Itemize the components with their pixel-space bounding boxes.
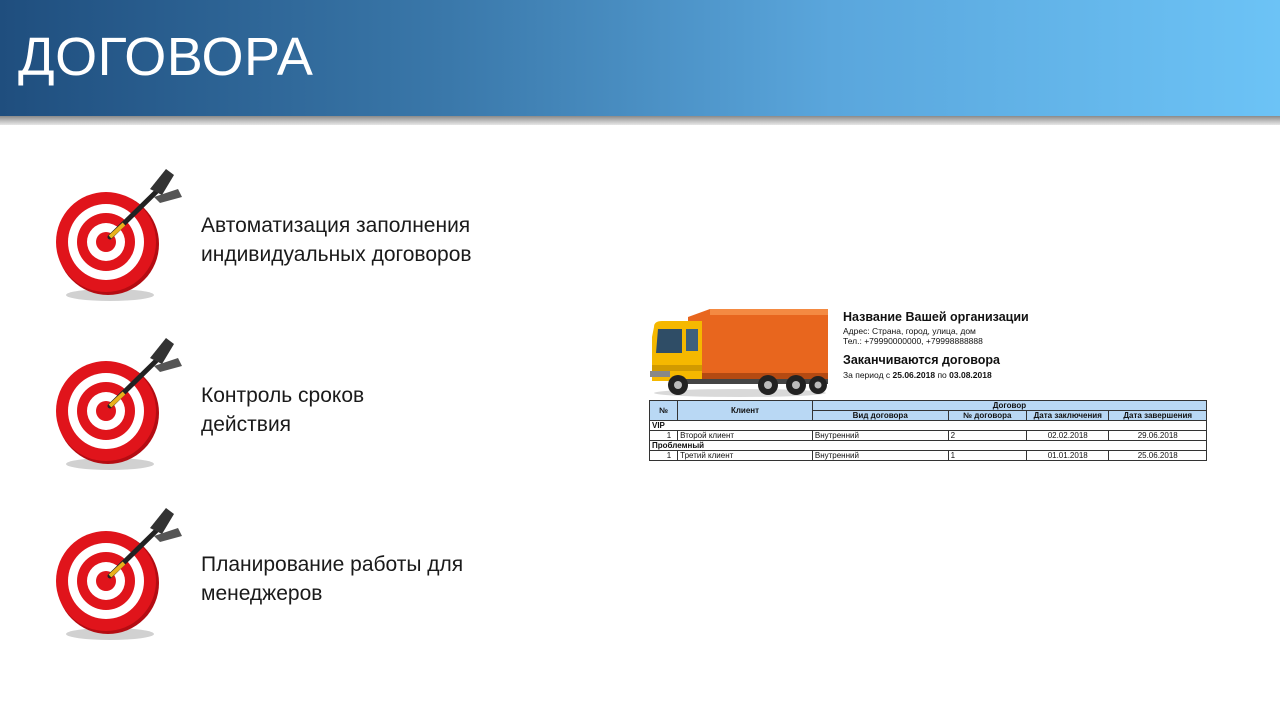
- bullet-line: действия: [201, 413, 292, 436]
- target-dart-icon: [50, 336, 190, 476]
- organization-info: [843, 310, 1029, 346]
- organization-phone: Тел.: +79990000000, +79998888888: [843, 336, 983, 346]
- period-from: 25.06.2018: [892, 370, 936, 380]
- target-dart-icon: [50, 167, 190, 307]
- report-title: Заканчиваются договора: [843, 353, 1000, 367]
- target-dart-icon: [50, 506, 190, 646]
- bullet-item: [50, 336, 610, 476]
- col-group-contract: Договор: [812, 401, 1206, 411]
- bullet-line: индивидуальных договоров: [201, 243, 472, 266]
- contracts-table: [649, 400, 1207, 461]
- group-name: VIP: [650, 421, 1207, 431]
- bullet-line: Планирование работы для: [201, 553, 464, 576]
- bullet-item: [50, 506, 610, 646]
- col-end-date: Дата завершения: [1109, 411, 1207, 421]
- cell-num: 1: [650, 451, 678, 461]
- col-contract-no: № договора: [948, 411, 1026, 421]
- cell-client: Третий клиент: [678, 451, 813, 461]
- bullet-line: менеджеров: [201, 582, 323, 605]
- group-row: [650, 421, 1207, 431]
- organization-name: Название Вашей организации: [843, 310, 1029, 324]
- bullet-line: Контроль сроков: [201, 384, 365, 407]
- col-start-date: Дата заключения: [1027, 411, 1109, 421]
- organization-address: Адрес: Страна, город, улица, дом: [843, 326, 976, 336]
- cell-start-date: 02.02.2018: [1027, 431, 1109, 441]
- bullet-line: Автоматизация заполнения: [201, 214, 471, 237]
- bullet-item: [50, 167, 610, 307]
- cell-start-date: 01.01.2018: [1027, 451, 1109, 461]
- contracts-report: [648, 305, 1208, 475]
- period-mid: по: [937, 370, 947, 380]
- col-type: Вид договора: [812, 411, 948, 421]
- table-header-row: [650, 401, 1207, 411]
- table-row: [650, 451, 1207, 461]
- cell-contract-no: 2: [948, 431, 1026, 441]
- report-period: [843, 370, 992, 380]
- group-name: Проблемный: [650, 441, 1207, 451]
- table-row: [650, 431, 1207, 441]
- bullet-text: [201, 550, 463, 608]
- cell-client: Второй клиент: [678, 431, 813, 441]
- col-num: №: [650, 401, 678, 421]
- title-bar: [0, 0, 1280, 116]
- bullet-text: [201, 211, 472, 269]
- cell-end-date: 25.06.2018: [1109, 451, 1207, 461]
- title-divider: [0, 116, 1280, 125]
- truck-icon: [648, 305, 830, 400]
- cell-end-date: 29.06.2018: [1109, 431, 1207, 441]
- group-row: [650, 441, 1207, 451]
- cell-type: Внутренний: [812, 451, 948, 461]
- col-client: Клиент: [678, 401, 813, 421]
- bullet-text: [201, 381, 364, 439]
- cell-num: 1: [650, 431, 678, 441]
- slide-title: ДОГОВОРА: [18, 27, 314, 87]
- period-prefix: За период с: [843, 370, 891, 380]
- period-to: 03.08.2018: [949, 370, 992, 380]
- cell-type: Внутренний: [812, 431, 948, 441]
- cell-contract-no: 1: [948, 451, 1026, 461]
